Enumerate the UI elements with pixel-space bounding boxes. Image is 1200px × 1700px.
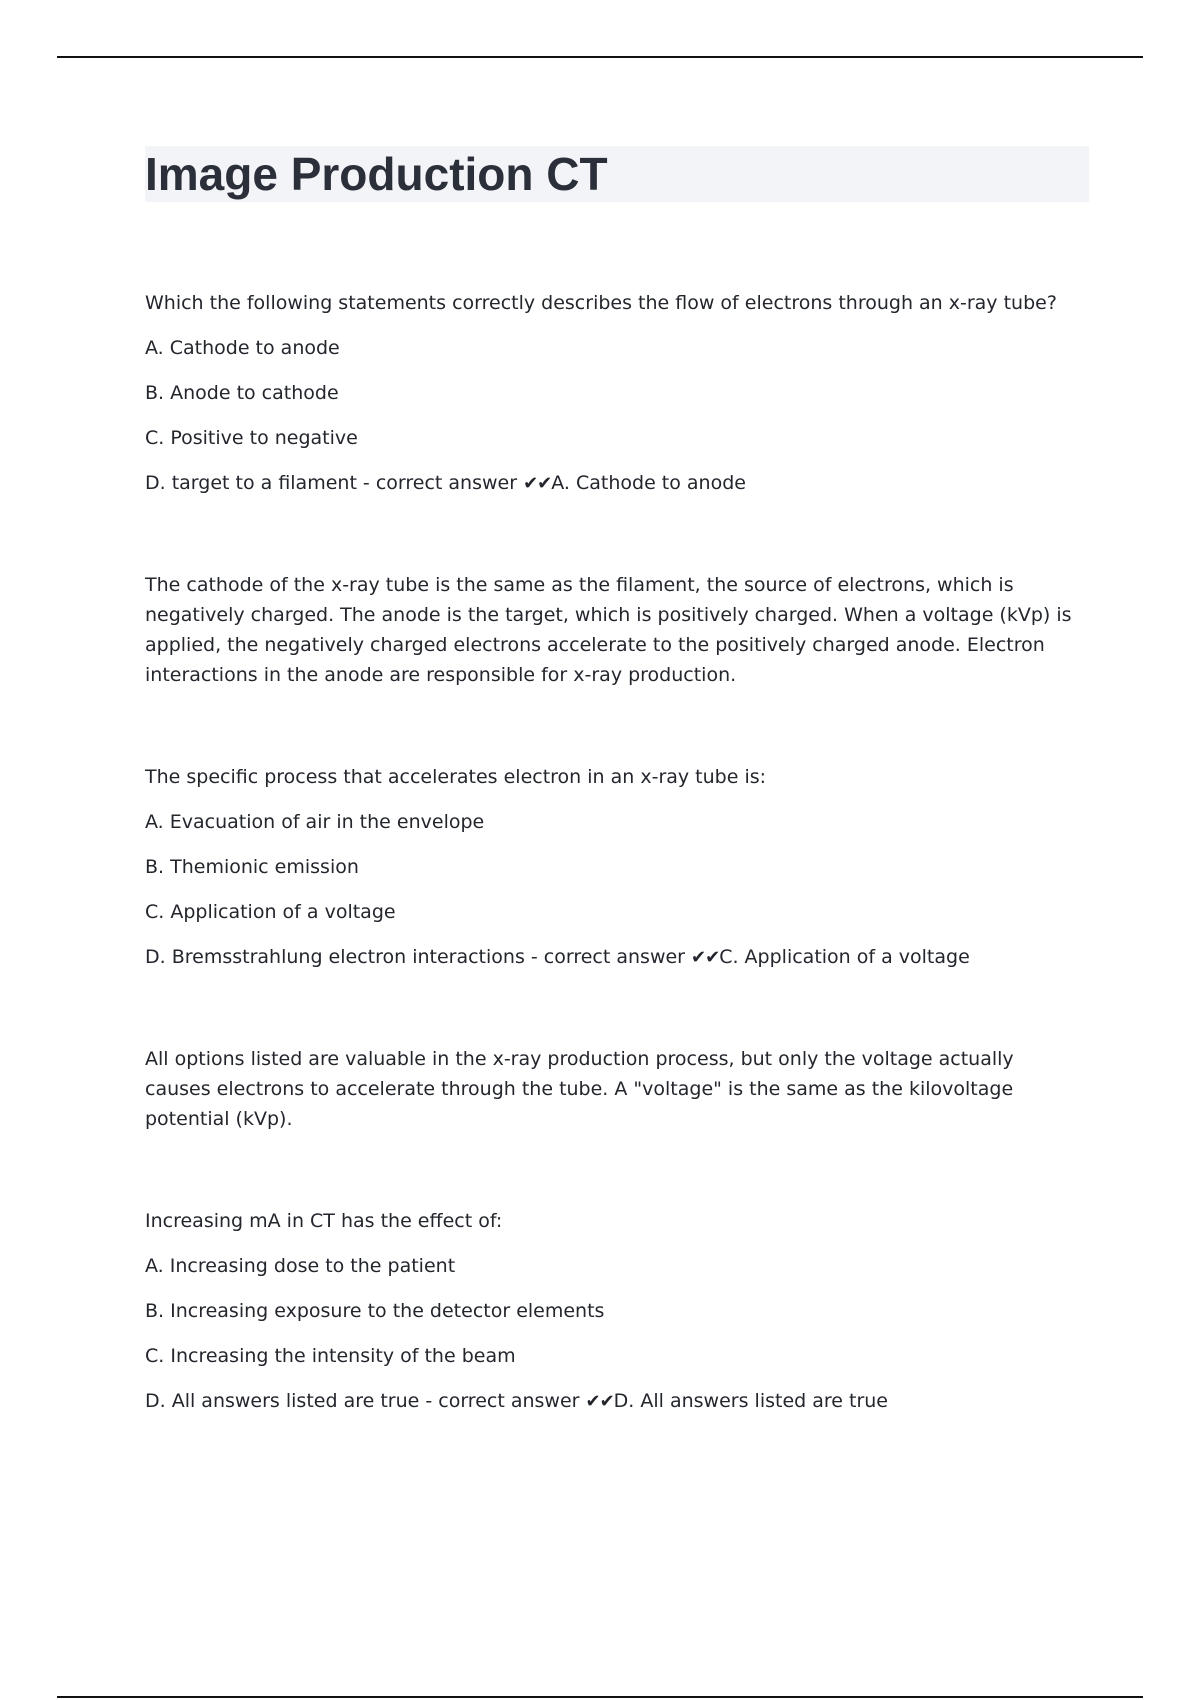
question-text: The specific process that accelerates electron in an x-ray tube is: [145,766,767,788]
option-b: B. Anode to cathode [145,382,339,404]
header-rule [57,56,1143,58]
option-a: A. Evacuation of air in the envelope [145,811,485,833]
answer-prefix: D. target to a filament - correct answer [145,472,524,494]
explanation-text: All options listed are valuable in the x-ray production process, but only the voltage actually causes electrons to accelerate through the tube. A "voltage" is the same as the kilovoltage potential (kVp). [145,1048,1014,1130]
check-mark-icon: ✔✔ [691,947,720,968]
question-block-2 [145,764,1075,1134]
document-body [145,290,1075,1414]
answer-line [145,944,1075,970]
answer-prefix: D. All answers listed are true - correct answer [145,1390,586,1412]
question-text: Increasing mA in CT has the effect of: [145,1210,503,1232]
page-title: Image Production CT [145,148,608,200]
question-text: Which the following statements correctly describes the flow of electrons through an x-ray tube? [145,292,1057,314]
answer-line [145,470,1075,496]
answer-line [145,1388,1075,1414]
option-c: C. Application of a voltage [145,901,396,923]
check-mark-icon: ✔✔ [585,1391,614,1412]
check-mark-icon: ✔✔ [523,473,552,494]
question-block-1 [145,290,1075,690]
option-c: C. Positive to negative [145,427,358,449]
answer-prefix: D. Bremsstrahlung electron interactions - correct answer [145,946,692,968]
footer-rule [57,1696,1143,1698]
correct-answer: C. Application of a voltage [719,946,970,968]
option-b: B. Themionic emission [145,856,359,878]
option-a: A. Increasing dose to the patient [145,1255,456,1277]
correct-answer: D. All answers listed are true [613,1390,888,1412]
option-a: A. Cathode to anode [145,337,340,359]
option-b: B. Increasing exposure to the detector elements [145,1300,605,1322]
option-c: C. Increasing the intensity of the beam [145,1345,516,1367]
correct-answer: A. Cathode to anode [551,472,746,494]
explanation-text: The cathode of the x-ray tube is the same as the filament, the source of electrons, which is negatively charged. The anode is the target, which is positively charged. When a voltage (kVp) is applied, the negatively charged electrons accelerate to the positively charged anode. Electron interactions in the anode are responsible for x-ray production. [145,574,1072,686]
question-block-3 [145,1208,1075,1414]
